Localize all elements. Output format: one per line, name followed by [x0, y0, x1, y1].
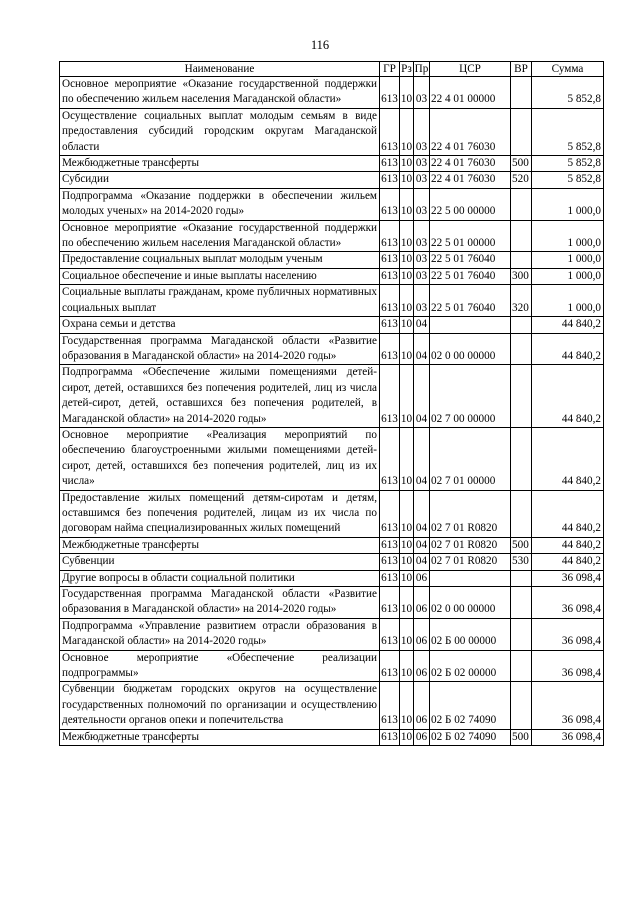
row-rz-cell: 10 [400, 77, 414, 109]
row-gr-cell: 613 [380, 77, 400, 109]
row-rz-cell: 10 [400, 427, 414, 490]
table-row [60, 188, 604, 220]
table-row [60, 554, 604, 570]
row-sum-cell: 36 098,4 [532, 570, 604, 586]
row-name-cell: Основное мероприятие «Оказание государственной поддержки по обеспечению жильем населения Магаданской области» [60, 220, 380, 252]
row-gr-cell: 613 [380, 317, 400, 333]
row-pr-cell: 03 [414, 188, 430, 220]
row-gr-cell: 613 [380, 554, 400, 570]
row-vr-cell [511, 490, 532, 537]
row-vr-cell: 300 [511, 268, 532, 284]
row-gr-cell: 613 [380, 333, 400, 365]
row-sum-cell: 36 098,4 [532, 650, 604, 682]
row-pr-cell: 04 [414, 554, 430, 570]
row-vr-cell [511, 317, 532, 333]
row-csr-cell [430, 317, 511, 333]
row-sum-cell: 1 000,0 [532, 252, 604, 268]
row-name-cell: Основное мероприятие «Реализация мероприятий по обеспечению благоустроенными жилыми помещениями детей-сирот, детей, оставшихся без попечения родителей, лиц из их числа» [60, 427, 380, 490]
row-name-cell: Государственная программа Магаданской области «Развитие образования в Магаданской области» на 2014-2020 годы» [60, 587, 380, 619]
row-rz-cell: 10 [400, 570, 414, 586]
column-header-gr: ГР [380, 62, 400, 77]
row-rz-cell: 10 [400, 554, 414, 570]
row-vr-cell [511, 77, 532, 109]
row-csr-cell: 22 5 01 00000 [430, 220, 511, 252]
row-gr-cell: 613 [380, 108, 400, 155]
row-csr-cell [430, 570, 511, 586]
table-row [60, 333, 604, 365]
row-vr-cell [511, 427, 532, 490]
row-sum-cell: 44 840,2 [532, 333, 604, 365]
table-row [60, 365, 604, 428]
row-name-cell: Межбюджетные трансферты [60, 156, 380, 172]
row-rz-cell: 10 [400, 220, 414, 252]
row-pr-cell: 03 [414, 285, 430, 317]
table-body [60, 77, 604, 746]
row-pr-cell: 06 [414, 650, 430, 682]
budget-table [59, 61, 604, 746]
row-sum-cell: 44 840,2 [532, 365, 604, 428]
row-sum-cell: 44 840,2 [532, 554, 604, 570]
row-csr-cell: 02 7 01 R0820 [430, 554, 511, 570]
row-csr-cell: 22 5 01 76040 [430, 268, 511, 284]
row-pr-cell: 04 [414, 317, 430, 333]
row-vr-cell [511, 333, 532, 365]
row-name-cell: Субсидии [60, 172, 380, 188]
row-csr-cell: 02 7 01 R0820 [430, 537, 511, 553]
row-vr-cell [511, 220, 532, 252]
column-header-rz: Рз [401, 63, 412, 75]
row-gr-cell: 613 [380, 172, 400, 188]
row-vr-cell [511, 587, 532, 619]
row-name-cell: Социальное обеспечение и иные выплаты населению [60, 268, 380, 284]
row-gr-cell: 613 [380, 220, 400, 252]
row-pr-cell: 03 [414, 220, 430, 252]
row-csr-cell: 22 5 01 76040 [430, 252, 511, 268]
row-rz-cell: 10 [400, 365, 414, 428]
row-rz-cell: 10 [400, 537, 414, 553]
row-gr-cell: 613 [380, 682, 400, 729]
table-row [60, 537, 604, 553]
row-rz-cell: 10 [400, 682, 414, 729]
row-rz-cell: 10 [400, 650, 414, 682]
row-pr-cell: 03 [414, 252, 430, 268]
row-gr-cell: 613 [380, 618, 400, 650]
row-csr-cell: 02 Б 02 74090 [430, 682, 511, 729]
row-name-cell: Предоставление жилых помещений детям-сиротам и детям, оставшимся без попечения родителей, лицам из их числа по договорам найма специализированных жилых помещений [60, 490, 380, 537]
row-sum-cell: 5 852,8 [532, 108, 604, 155]
row-gr-cell: 613 [380, 365, 400, 428]
row-name-cell: Субвенции [60, 554, 380, 570]
column-header-sum: Сумма [532, 62, 604, 77]
row-pr-cell: 06 [414, 618, 430, 650]
row-csr-cell: 02 7 00 00000 [430, 365, 511, 428]
row-sum-cell: 1 000,0 [532, 188, 604, 220]
row-pr-cell: 03 [414, 172, 430, 188]
row-pr-cell: 04 [414, 427, 430, 490]
row-sum-cell: 5 852,8 [532, 77, 604, 109]
table-row [60, 570, 604, 586]
row-rz-cell: 10 [400, 490, 414, 537]
row-gr-cell: 613 [380, 427, 400, 490]
row-csr-cell: 02 0 00 00000 [430, 587, 511, 619]
column-header-pr: Пр [414, 63, 429, 75]
row-rz-cell: 10 [400, 587, 414, 619]
row-vr-cell [511, 682, 532, 729]
row-vr-cell: 500 [511, 729, 532, 745]
table-row [60, 268, 604, 284]
row-gr-cell: 613 [380, 587, 400, 619]
row-gr-cell: 613 [380, 156, 400, 172]
row-rz-cell: 10 [400, 285, 414, 317]
row-pr-cell: 03 [414, 268, 430, 284]
table-row [60, 618, 604, 650]
row-vr-cell [511, 570, 532, 586]
row-csr-cell: 02 7 01 00000 [430, 427, 511, 490]
row-csr-cell: 02 7 01 R0820 [430, 490, 511, 537]
row-rz-cell: 10 [400, 172, 414, 188]
row-pr-cell: 03 [414, 77, 430, 109]
row-rz-cell: 10 [400, 108, 414, 155]
row-csr-cell: 02 0 00 00000 [430, 333, 511, 365]
row-name-cell: Подпрограмма «Обеспечение жилыми помещениями детей-сирот, детей, оставшихся без попечения родителей, лиц из числа детей-сирот, детей, оставшихся без попечения родителей, в Магаданской области» на 2014-2020 годы» [60, 365, 380, 428]
row-rz-cell: 10 [400, 156, 414, 172]
table-row [60, 172, 604, 188]
row-name-cell: Охрана семьи и детства [60, 317, 380, 333]
row-vr-cell [511, 618, 532, 650]
row-rz-cell: 10 [400, 333, 414, 365]
row-gr-cell: 613 [380, 729, 400, 745]
row-sum-cell: 1 000,0 [532, 268, 604, 284]
row-gr-cell: 613 [380, 490, 400, 537]
row-vr-cell: 500 [511, 537, 532, 553]
row-pr-cell: 03 [414, 156, 430, 172]
row-sum-cell: 5 852,8 [532, 156, 604, 172]
row-name-cell: Основное мероприятие «Оказание государственной поддержки по обеспечению жильем населения Магаданской области» [60, 77, 380, 109]
table-row [60, 490, 604, 537]
row-rz-cell: 10 [400, 252, 414, 268]
row-name-cell: Подпрограмма «Оказание поддержки в обеспечении жильем молодых ученых» на 2014-2020 годы» [60, 188, 380, 220]
row-csr-cell: 22 5 00 00000 [430, 188, 511, 220]
table-row [60, 220, 604, 252]
row-sum-cell: 44 840,2 [532, 317, 604, 333]
row-pr-cell: 04 [414, 365, 430, 428]
table-row [60, 650, 604, 682]
row-name-cell: Другие вопросы в области социальной политики [60, 570, 380, 586]
row-pr-cell: 06 [414, 682, 430, 729]
row-name-cell: Государственная программа Магаданской области «Развитие образования в Магаданской области» на 2014-2020 годы» [60, 333, 380, 365]
row-vr-cell: 520 [511, 172, 532, 188]
row-pr-cell: 04 [414, 333, 430, 365]
row-gr-cell: 613 [380, 285, 400, 317]
table-row [60, 682, 604, 729]
row-pr-cell: 06 [414, 729, 430, 745]
row-rz-cell: 10 [400, 188, 414, 220]
table-row [60, 252, 604, 268]
row-rz-cell: 10 [400, 268, 414, 284]
row-csr-cell: 02 Б 00 00000 [430, 618, 511, 650]
row-pr-cell: 04 [414, 537, 430, 553]
row-name-cell: Социальные выплаты гражданам, кроме публичных нормативных социальных выплат [60, 285, 380, 317]
row-name-cell: Субвенции бюджетам городских округов на осуществление государственных полномочий по организации и осуществлению деятельности органов опеки и попечительства [60, 682, 380, 729]
row-sum-cell: 1 000,0 [532, 285, 604, 317]
table-row [60, 156, 604, 172]
row-sum-cell: 36 098,4 [532, 729, 604, 745]
table-row [60, 729, 604, 745]
row-csr-cell: 22 4 01 76030 [430, 172, 511, 188]
row-sum-cell: 1 000,0 [532, 220, 604, 252]
row-gr-cell: 613 [380, 570, 400, 586]
table-row [60, 317, 604, 333]
row-vr-cell: 530 [511, 554, 532, 570]
table-header-row [60, 62, 604, 77]
row-name-cell: Межбюджетные трансферты [60, 537, 380, 553]
row-name-cell: Предоставление социальных выплат молодым ученым [60, 252, 380, 268]
row-sum-cell: 5 852,8 [532, 172, 604, 188]
table-row [60, 108, 604, 155]
row-gr-cell: 613 [380, 268, 400, 284]
row-sum-cell: 44 840,2 [532, 427, 604, 490]
row-vr-cell [511, 650, 532, 682]
row-name-cell: Межбюджетные трансферты [60, 729, 380, 745]
row-rz-cell: 10 [400, 729, 414, 745]
table-row [60, 587, 604, 619]
row-name-cell: Подпрограмма «Управление развитием отрасли образования в Магаданской области» на 2014-2020 годы» [60, 618, 380, 650]
row-pr-cell: 03 [414, 108, 430, 155]
table-row [60, 77, 604, 109]
row-rz-cell: 10 [400, 618, 414, 650]
row-name-cell: Осуществление социальных выплат молодым семьям в виде предоставления субсидий городским округам Магаданской области [60, 108, 380, 155]
row-pr-cell: 04 [414, 490, 430, 537]
row-sum-cell: 36 098,4 [532, 587, 604, 619]
row-vr-cell [511, 188, 532, 220]
table-row [60, 285, 604, 317]
row-vr-cell [511, 108, 532, 155]
row-vr-cell: 320 [511, 285, 532, 317]
row-sum-cell: 44 840,2 [532, 537, 604, 553]
row-gr-cell: 613 [380, 650, 400, 682]
row-sum-cell: 36 098,4 [532, 682, 604, 729]
row-csr-cell: 02 Б 02 00000 [430, 650, 511, 682]
row-csr-cell: 02 Б 02 74090 [430, 729, 511, 745]
row-vr-cell [511, 365, 532, 428]
row-pr-cell: 06 [414, 587, 430, 619]
page-number: 116 [310, 38, 330, 52]
row-csr-cell: 22 4 01 76030 [430, 156, 511, 172]
row-csr-cell: 22 4 01 00000 [430, 77, 511, 109]
row-gr-cell: 613 [380, 252, 400, 268]
table-row [60, 427, 604, 490]
row-sum-cell: 44 840,2 [532, 490, 604, 537]
column-header-name: Наименование [60, 62, 380, 77]
column-header-vr: ВР [511, 62, 532, 77]
row-csr-cell: 22 5 01 76040 [430, 285, 511, 317]
row-csr-cell: 22 4 01 76030 [430, 108, 511, 155]
row-vr-cell [511, 252, 532, 268]
row-gr-cell: 613 [380, 537, 400, 553]
row-name-cell: Основное мероприятие «Обеспечение реализации подпрограммы» [60, 650, 380, 682]
row-pr-cell: 06 [414, 570, 430, 586]
column-header-csr: ЦСР [430, 62, 511, 77]
row-gr-cell: 613 [380, 188, 400, 220]
row-sum-cell: 36 098,4 [532, 618, 604, 650]
row-vr-cell: 500 [511, 156, 532, 172]
row-rz-cell: 10 [400, 317, 414, 333]
